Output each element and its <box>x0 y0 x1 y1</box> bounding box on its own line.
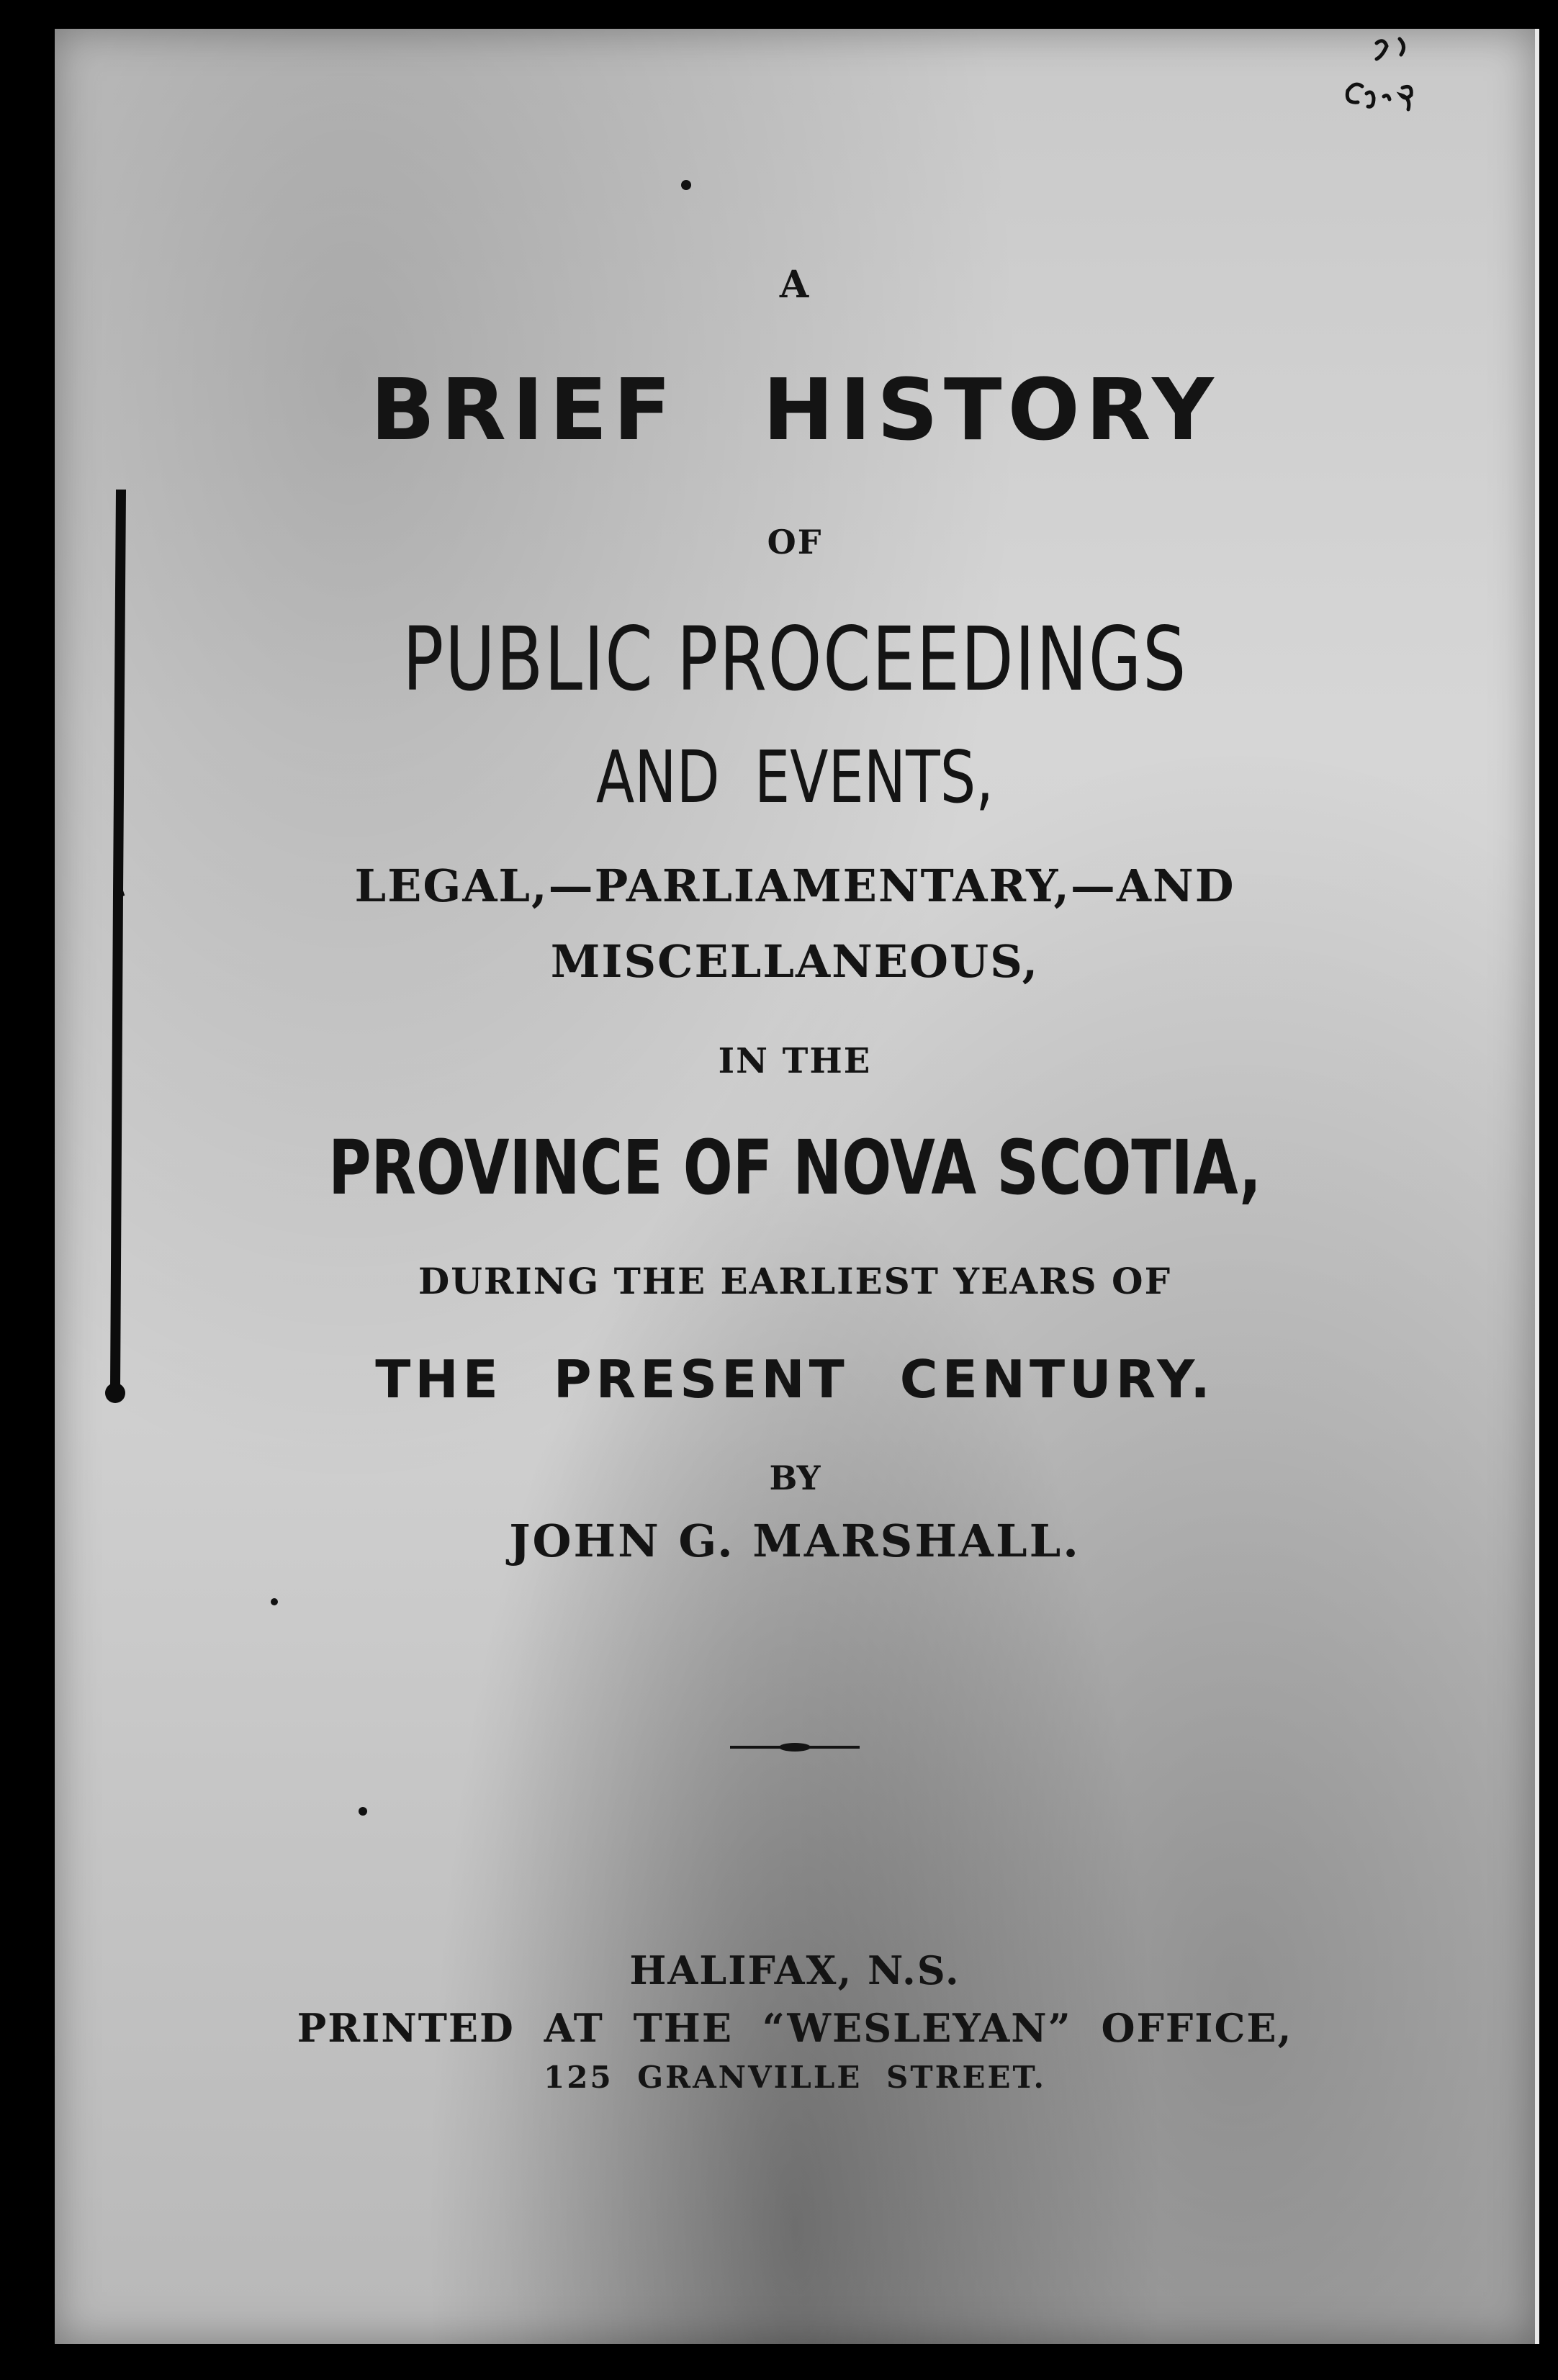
title-present-century: THE PRESENT CENTURY. <box>375 1349 1215 1410</box>
subtitle-miscellaneous: MISCELLANEOUS, <box>550 935 1040 988</box>
title-article: A <box>779 263 811 307</box>
imprint-address: 125 GRANVILLE STREET. <box>544 2060 1046 2095</box>
title-public-proceedings: PUBLIC PROCEEDINGS <box>402 608 1187 711</box>
subtitle-in-the: IN THE <box>718 1041 872 1081</box>
subtitle-during: DURING THE EARLIEST YEARS OF <box>418 1260 1172 1302</box>
title-province: PROVINCE OF NOVA SCOTIA, <box>328 1124 1261 1212</box>
title-brief-history: BRIEF HISTORY <box>370 360 1220 459</box>
title-and-events: AND EVENTS, <box>595 735 994 819</box>
handwritten-note <box>1333 36 1456 130</box>
ink-speck <box>271 1598 278 1605</box>
imprint-place: HALIFAX, N.S. <box>629 1947 960 1993</box>
cover-page <box>55 29 1539 2344</box>
ink-speck <box>359 1807 367 1816</box>
author-name: JOHN G. MARSHALL. <box>509 1515 1081 1567</box>
imprint-printer: PRINTED AT THE “WESLEYAN” OFFICE, <box>297 2005 1293 2051</box>
ink-speck <box>681 180 691 190</box>
byline-by: BY <box>769 1459 821 1497</box>
ornament-rule <box>730 1739 860 1756</box>
title-of: OF <box>767 523 823 562</box>
subtitle-legal-parliamentary: LEGAL,—PARLIAMENTARY,—AND <box>354 860 1235 912</box>
